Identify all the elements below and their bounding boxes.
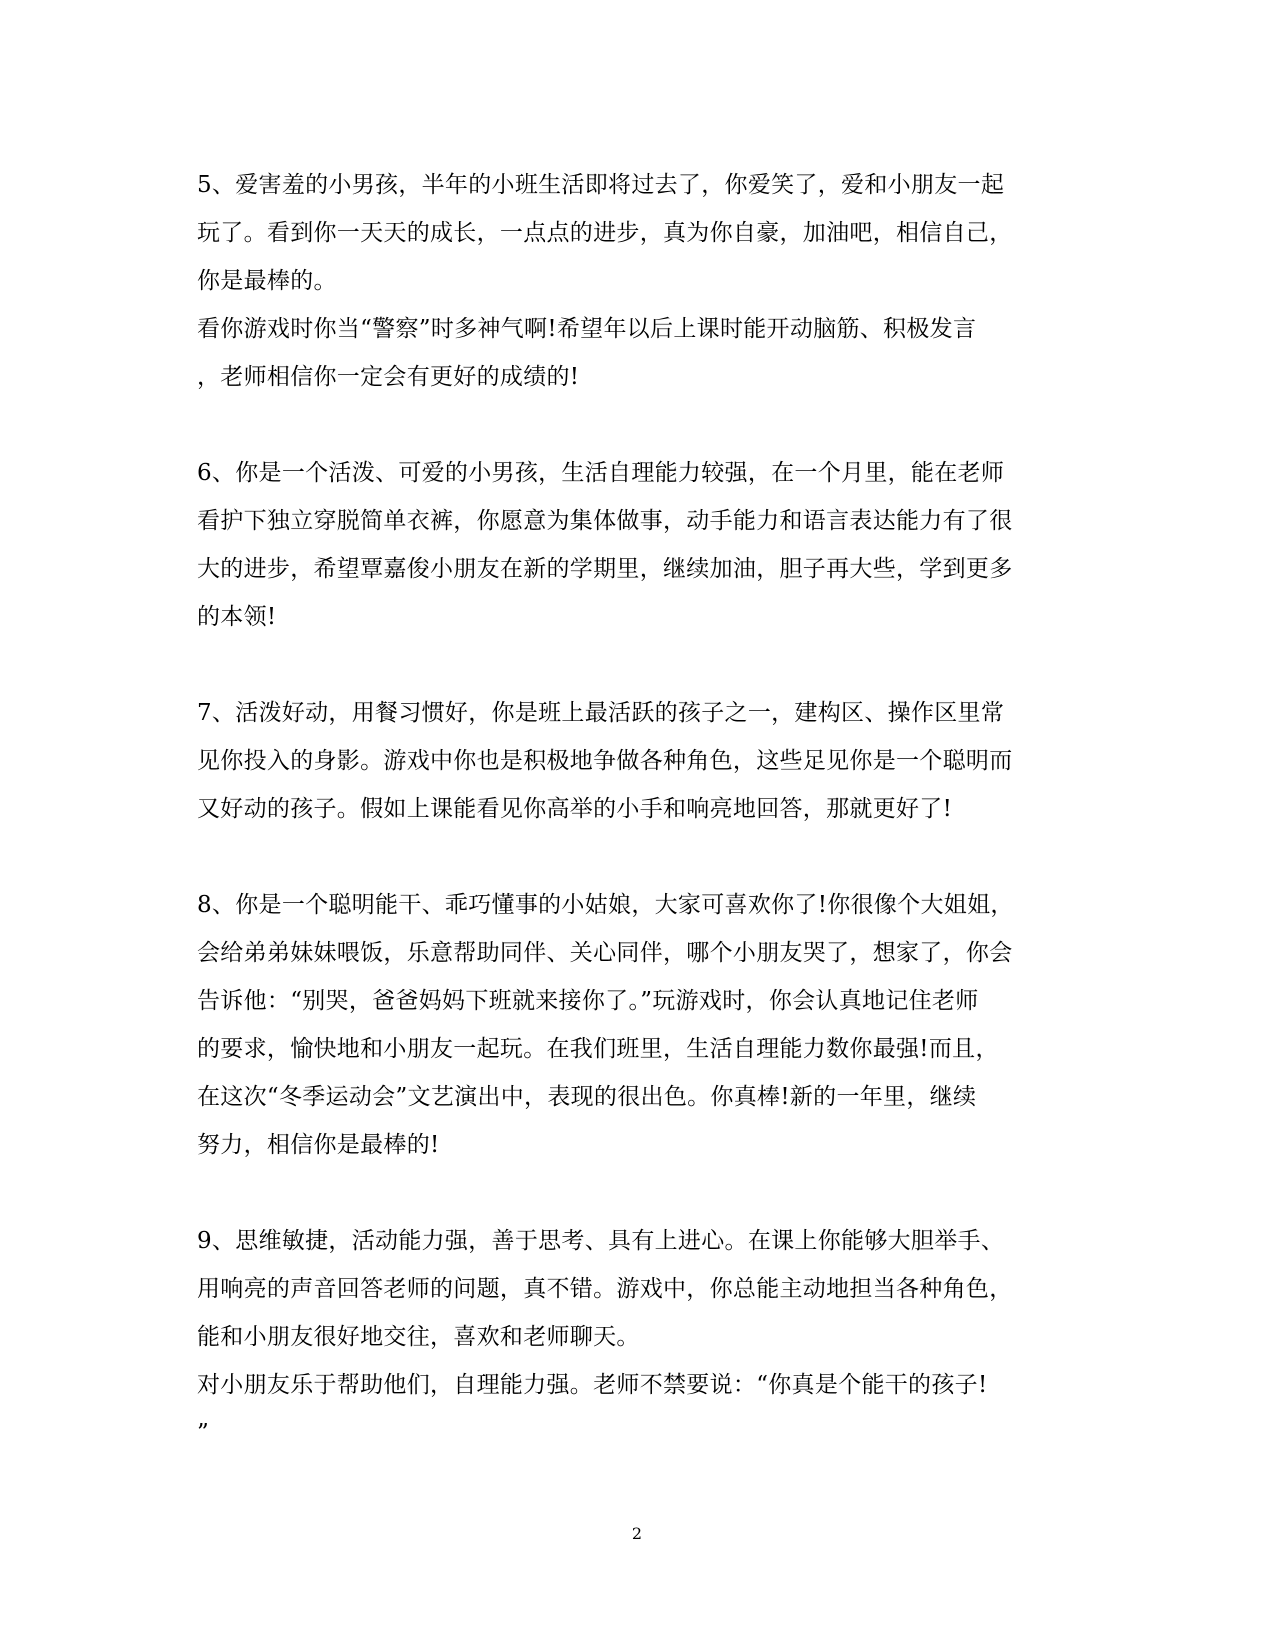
text-line: 告诉他：“别哭，爸爸妈妈下班就来接你了。”玩游戏时，你会认真地记住老师 xyxy=(197,988,979,1014)
text-line: 的本领! xyxy=(197,604,277,630)
text-line: 能和小朋友很好地交往，喜欢和老师聊天。 xyxy=(197,1324,640,1350)
text-line: ” xyxy=(197,1420,210,1446)
text-line: 玩了。看到你一天天的成长，一点点的进步，真为你自豪，加油吧，相信自己， xyxy=(197,220,1013,246)
paragraph-5-continued xyxy=(197,305,1077,401)
text-line: 看你游戏时你当“警察”时多神气啊!希望年以后上课时能开动脑筋、积极发言 xyxy=(197,316,977,342)
text-line: 8、你是一个聪明能干、乖巧懂事的小姑娘，大家可喜欢你了!你很像个大姐姐， xyxy=(197,892,1014,918)
paragraph-6 xyxy=(197,449,1077,641)
document-body xyxy=(197,161,1077,1457)
text-line: 对小朋友乐于帮助他们，自理能力强。老师不禁要说：“你真是个能干的孩子! xyxy=(197,1372,988,1398)
text-line: 9、思维敏捷，活动能力强，善于思考、具有上进心。在课上你能够大胆举手、 xyxy=(197,1228,1005,1254)
paragraph-9-continued xyxy=(197,1361,1077,1457)
paragraph-8 xyxy=(197,881,1077,1169)
text-line: 6、你是一个活泼、可爱的小男孩，生活自理能力较强，在一个月里，能在老师 xyxy=(197,460,1005,486)
text-line: 5、爱害羞的小男孩，半年的小班生活即将过去了，你爱笑了，爱和小朋友一起 xyxy=(197,172,1005,198)
paragraph-5 xyxy=(197,161,1077,305)
paragraph-7 xyxy=(197,689,1077,833)
text-line: 你是最棒的。 xyxy=(197,268,337,294)
text-line: 在这次“冬季运动会”文艺演出中，表现的很出色。你真棒!新的一年里，继续 xyxy=(197,1084,977,1110)
text-line: 7、活泼好动，用餐习惯好，你是班上最活跃的孩子之一，建构区、操作区里常 xyxy=(197,700,1005,726)
paragraph-9 xyxy=(197,1217,1077,1361)
page-number: 2 xyxy=(631,1524,643,1543)
text-line: 努力，相信你是最棒的! xyxy=(197,1132,440,1158)
text-line: 会给弟弟妹妹喂饭，乐意帮助同伴、关心同伴，哪个小朋友哭了，想家了，你会 xyxy=(197,940,1013,966)
text-line: ，老师相信你一定会有更好的成绩的! xyxy=(197,364,580,390)
text-line: 用响亮的声音回答老师的问题，真不错。游戏中，你总能主动地担当各种角色， xyxy=(197,1276,1013,1302)
text-line: 看护下独立穿脱简单衣裤，你愿意为集体做事，动手能力和语言表达能力有了很 xyxy=(197,508,1013,534)
text-line: 见你投入的身影。游戏中你也是积极地争做各种角色，这些足见你是一个聪明而 xyxy=(197,748,1013,774)
text-line: 的要求，愉快地和小朋友一起玩。在我们班里，生活自理能力数你最强!而且， xyxy=(197,1036,999,1062)
text-line: 又好动的孩子。假如上课能看见你高举的小手和响亮地回答，那就更好了! xyxy=(197,796,953,822)
text-line: 大的进步，希望覃嘉俊小朋友在新的学期里，继续加油，胆子再大些，学到更多 xyxy=(197,556,1013,582)
